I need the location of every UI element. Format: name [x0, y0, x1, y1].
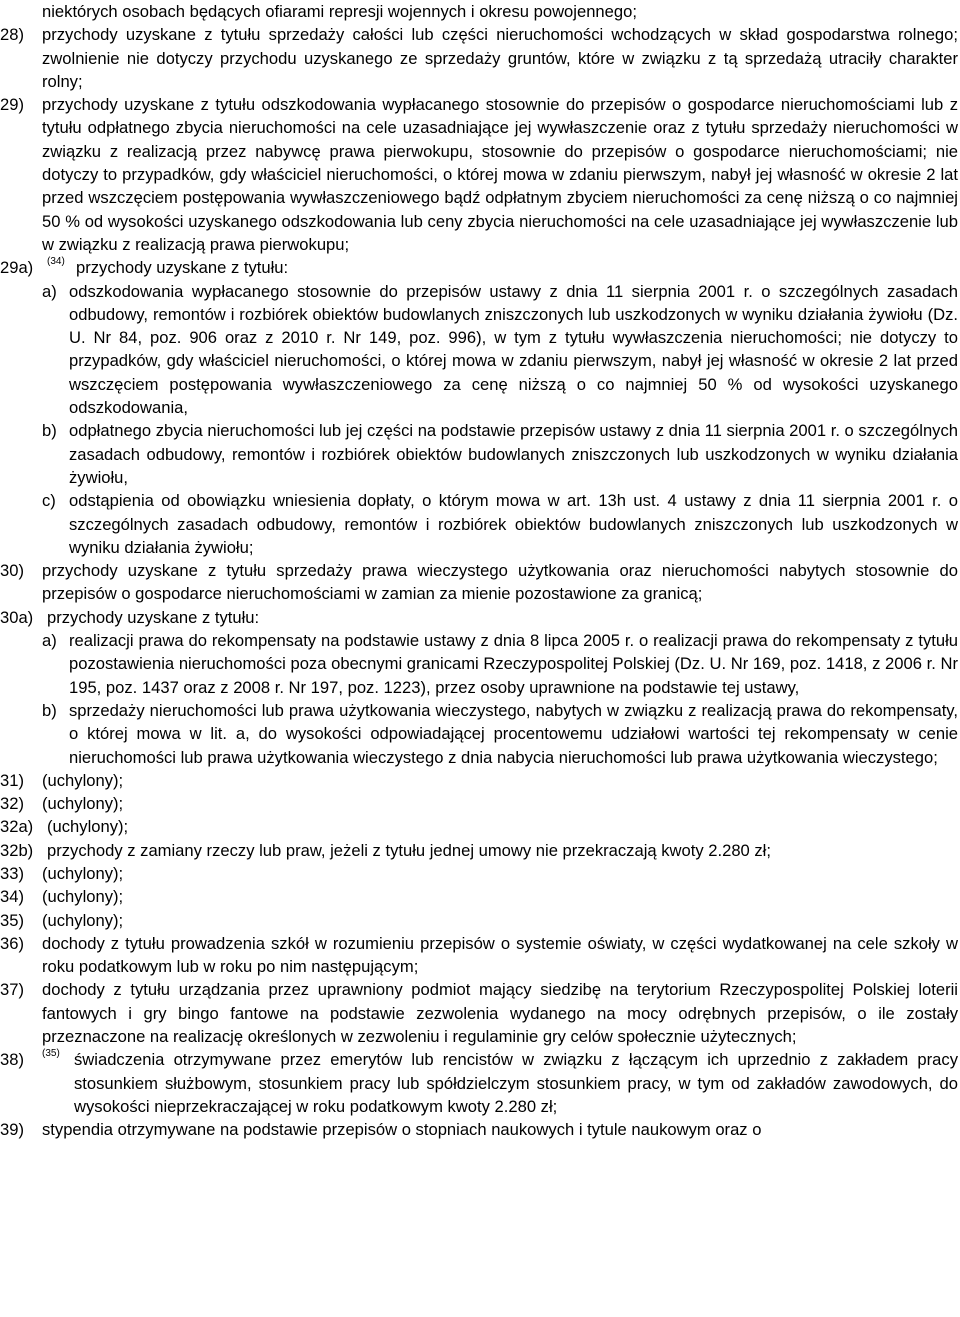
list-item-i32 [0, 792, 960, 815]
sub-item-text: sprzedaży nieruchomości lub prawa użytkowania wieczystego, nabytych w związku z realizacją prawa do rekompensaty, o której mowa w lit. a, do wysokości odpowiadającej procentowemu udziałowi wartości tej rekompensaty w cenie nieruchomości lub prawa użytkowania wieczystego z dnia nabycia nieruchomości lub prawa użytkowania wieczystego; [69, 700, 958, 767]
sub-item-letter: b) [42, 421, 57, 441]
item-text: dochody z tytułu urządzania przez uprawniony podmiot mający siedzibę na terytorium Rzeczypospolitej Polskiej loterii fantowych i gry bingo fantowe na podstawie zezwolenia wydanego na mocy odrębnych przepisów, o ile zostały przeznaczone na realizację określonych w zezwoleniu i regulaminie gry celów społecznie użytecznych; [42, 980, 958, 1047]
list-item-i36 [0, 932, 960, 979]
list-item-i29 [0, 93, 960, 256]
sub-item-text: odstąpienia od obowiązku wniesienia dopłaty, o którym mowa w art. 13h ust. 4 ustawy z dnia 11 sierpnia 2001 r. o szczególnych zasadach odbudowy, remontów i rozbiórek obiektów budowlanych zniszczonych lub uszkodzonych w wyniku działania żywiołu; [69, 491, 958, 557]
item-number: 38) [0, 1050, 24, 1070]
item-number: 31) [0, 770, 24, 790]
item-text: przychody uzyskane z tytułu odszkodowania wypłacanego stosownie do przepisów o gospodarce nieruchomościami lub z tytułu odpłatnego zbycia nieruchomości na cele uzasadniające jej wywłaszczenie oraz z tytułu sprzedaży nieruchomości w związku z realizacją przez nabywcę prawa pierwokupu, stosownie do przepisów o gospodarce nieruchomościami; nie dotyczy to przypadków, gdy właściciel nieruchomości, o której mowa w zdaniu pierwszym, nabył jej własność w okresie 2 lat przed wszczęciem postępowania wywłaszczeniowego bądź odpłatnym zbyciem nieruchomości za cenę niższą o co najmniej 50 % od wysokości uzyskanego odszkodowania lub ceny zbycia nieruchomości na cele uzasadniające jej wywłaszczenie lub w związku z realizacją prawa pierwokupu; [42, 95, 958, 254]
sub-item-text: odpłatnego zbycia nieruchomości lub jej części na podstawie przepisów ustawy z dnia 11 sierpnia 2001 r. o szczególnych zasadach odbudowy, remontów i rozbiórek obiektów budowlanych zniszczonych lub uszkodzonych w wyniku działania żywiołu, [69, 421, 958, 487]
item-number: 32b) [0, 840, 34, 860]
sub-item-text: realizacji prawa do rekompensaty na podstawie ustawy z dnia 8 lipca 2005 r. o realizacji prawa do rekompensaty z tytułu pozostawienia nieruchomości poza obecnymi granicami Rzeczypospolitej Polskiej (Dz. U. Nr 169, poz. 1418, z 2006 r. Nr 195, poz. 1437 oraz z 2008 r. Nr 197, poz. 1223), przez osoby uprawnione na podstawie tej ustawy, [69, 631, 958, 697]
list-item-i30a [0, 606, 960, 629]
item-number: 35) [0, 910, 24, 930]
item-number: 28) [0, 25, 24, 45]
item-text: (uchylony); [42, 887, 124, 907]
item-text: (uchylony); [42, 863, 124, 883]
list-item-i29a: 29a) (34) przychody uzyskane z tytułu: [0, 256, 960, 279]
item-text: (uchylony); [47, 817, 129, 837]
sub-item-i30a-0 [0, 629, 960, 699]
item-text: stypendia otrzymywane na podstawie przepisów o stopniach naukowych i tytule naukowym oraz o [42, 1120, 762, 1140]
sub-item-letter: a) [42, 631, 57, 651]
list-item-i38: 38) (35) świadczenia otrzymywane przez emerytów lub rencistów w związku z łączącym ich uprzednio z zakładem pracy stosunkiem służbowym, stosunkiem pracy lub spółdzielczym stosunkiem pracy, w tym od zakładów zawodowych, do wysokości nieprzekraczającej w roku podatkowym kwoty 2.280 zł; [0, 1048, 958, 1116]
item-number: 32) [0, 794, 24, 814]
item-number: 30) [0, 561, 24, 581]
list-item-i34 [0, 885, 960, 908]
sub-item-i30a-1 [0, 699, 960, 769]
list-item-i30 [0, 559, 960, 606]
item-text: świadczenia otrzymywane przez emerytów lub rencistów w związku z łączącym ich uprzednio z zakładem pracy stosunkiem służbowym, stosunkiem pracy lub spółdzielczym stosunkiem pracy, w tym od zakładów zawodowych, do wysokości nieprzekraczającej w roku podatkowym kwoty 2.280 zł; [74, 1050, 958, 1116]
item-text: (uchylony); [42, 910, 124, 930]
item-text: dochody z tytułu prowadzenia szkół w rozumieniu przepisów o systemie oświaty, w części wydatkowanej na cele szkoły w roku podatkowym lub w roku po nim następującym; [42, 933, 958, 977]
item-number: 29a) [0, 258, 34, 278]
item-number: 32a) [0, 817, 34, 837]
item-text: przychody z zamiany rzeczy lub praw, jeżeli z tytułu jednej umowy nie przekraczają kwoty 2.280 zł; [47, 840, 771, 860]
item-text: przychody uzyskane z tytułu: [76, 258, 289, 278]
item-text: przychody uzyskane z tytułu sprzedaży prawa wieczystego użytkowania oraz nieruchomości nabytych stosownie do przepisów o gospodarce nieruchomościami w zamian za mienie pozostawione za granicą; [42, 561, 958, 604]
item-number: 29) [0, 95, 24, 115]
item-text: przychody uzyskane z tytułu: [47, 607, 260, 627]
list-item-i33 [0, 862, 960, 885]
list-item-c27 [0, 0, 960, 23]
item-text: niektórych osobach będących ofiarami represji wojennych i okresu powojennego; [42, 2, 637, 21]
list-item-i32a [0, 815, 960, 838]
list-item-i31 [0, 769, 960, 792]
sub-item-letter: a) [42, 281, 57, 301]
item-number: 30a) [0, 607, 34, 627]
item-text: przychody uzyskane z tytułu sprzedaży całości lub części nieruchomości wchodzących w skład gospodarstwa rolnego; zwolnienie nie dotyczy przychodu uzyskanego ze sprzedaży gruntów, które w związku z tą sprzedażą utraciły charakter rolny; [42, 25, 958, 91]
list-item-i39 [0, 1118, 960, 1141]
item-text: (uchylony); [42, 794, 124, 814]
sub-item-letter: b) [42, 700, 57, 720]
sub-item-text: odszkodowania wypłacanego stosownie do przepisów ustawy z dnia 11 sierpnia 2001 r. o szczególnych zasadach odbudowy, remontów i rozbiórek obiektów budowlanych zniszczonych lub uszkodzonych w wyniku działania żywiołu (Dz. U. Nr 84, poz. 906 oraz z 2010 r. Nr 149, poz. 996), w tym z tytułu wywłaszczenia nieruchomości; nie dotyczy to przypadków, gdy właściciel nieruchomości, o której mowa w zdaniu pierwszym, nabył jej własność w okresie 2 lat przed wszczęciem postępowania wywłaszczeniowego za cenę niższą o co najmniej 50 % od wysokości uzyskanego odszkodowania, [69, 281, 958, 418]
sub-item-i29a-1 [0, 419, 960, 489]
item-number: 36) [0, 933, 24, 953]
item-number: 39) [0, 1120, 24, 1140]
item-number: 33) [0, 863, 24, 883]
sub-item-i29a-0 [0, 280, 960, 420]
item-text: (uchylony); [42, 770, 124, 790]
item-number: 37) [0, 980, 24, 1000]
list-item-i35 [0, 909, 960, 932]
item-number: 34) [0, 887, 24, 907]
sub-item-letter: c) [42, 491, 56, 511]
list-item-i28 [0, 23, 960, 93]
sub-item-i29a-2 [0, 489, 960, 559]
list-item-i32b [0, 839, 960, 862]
list-item-i37 [0, 978, 960, 1048]
